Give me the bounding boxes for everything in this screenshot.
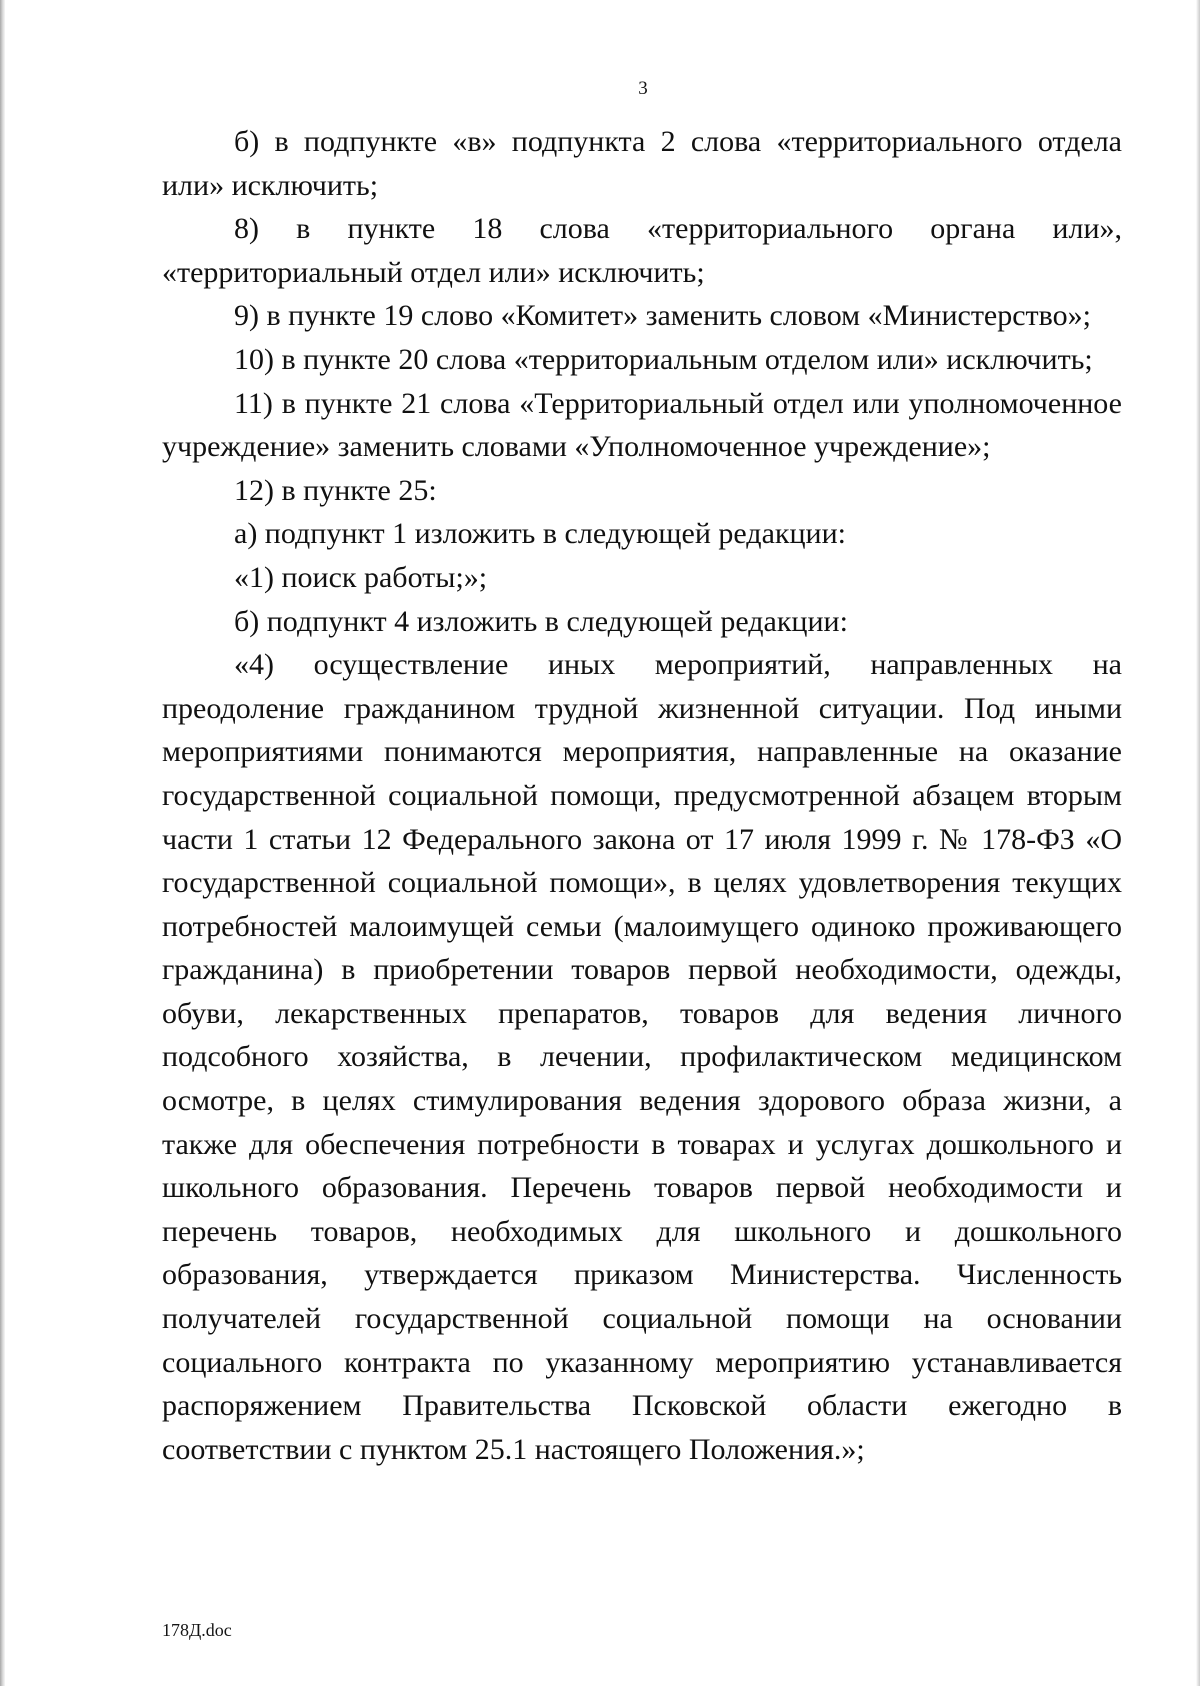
document-body: [162, 120, 1122, 1471]
paragraph-item-11: 11) в пункте 21 слова «Территориальный отдел или уполномоченное учреждение» заменить словами «Уполномоченное учреждение»;: [162, 386, 1122, 464]
paragraph-sub-b: б) подпункт 4 изложить в следующей редакции:: [234, 604, 848, 638]
footer-filename: 178Д.doc: [162, 1620, 232, 1640]
paragraph-item-10: 10) в пункте 20 слова «территориальным отделом или» исключить;: [234, 342, 1093, 376]
paragraph-quote-4: «4) осуществление иных мероприятий, направленных на преодоление гражданином трудной жизненной ситуации. Под иными мероприятиями понимаются мероприятия, направленные на оказание государственной социальной помощи, предусмотренной абзацем вторым части 1 статьи 12 Федерального закона от 17 июля 1999 г. № 178-ФЗ «О государственной социальной помощи», в целях удовлетворения текущих потребностей малоимущей семьи (малоимущего одиноко проживающего гражданина) в приобретении товаров первой необходимости, одежды, обуви, лекарственных препаратов, товаров для ведения личного подсобного хозяйства, в лечении, профилактическом медицинском осмотре, в целях стимулирования ведения здорового образа жизни, а также для обеспечения потребности в товарах и услугах дошкольного и школьного образования. Перечень товаров первой необходимости и перечень товаров, необходимых для школьного и дошкольного образования, утверждается приказом Министерства. Численность получателей государственной социальной помощи на основании социального контракта по указанному мероприятию устанавливается распоряжением Правительства Псковской области ежегодно в соответствии с пунктом 25.1 настоящего Положения.»;: [162, 648, 1122, 1466]
scan-edge-left: [0, 0, 5, 1686]
paragraph-item-8: 8) в пункте 18 слова «территориального органа или», «территориальный отдел или» исключить;: [162, 212, 1122, 289]
paragraph-sub-b-item-7: б) в подпункте «в» подпункта 2 слова «территориального отдела или» исключить;: [162, 125, 1122, 202]
paragraph-item-9: 9) в пункте 19 слово «Комитет» заменить словом «Министерство»;: [234, 299, 1091, 333]
scan-edge-right: [1196, 0, 1200, 1686]
page-number: 3: [638, 78, 648, 99]
paragraph-item-12: 12) в пункте 25:: [234, 473, 437, 507]
paragraph-quote-1: «1) поиск работы;»;: [234, 560, 488, 594]
paragraph-sub-a: а) подпункт 1 изложить в следующей редакции:: [234, 517, 846, 551]
